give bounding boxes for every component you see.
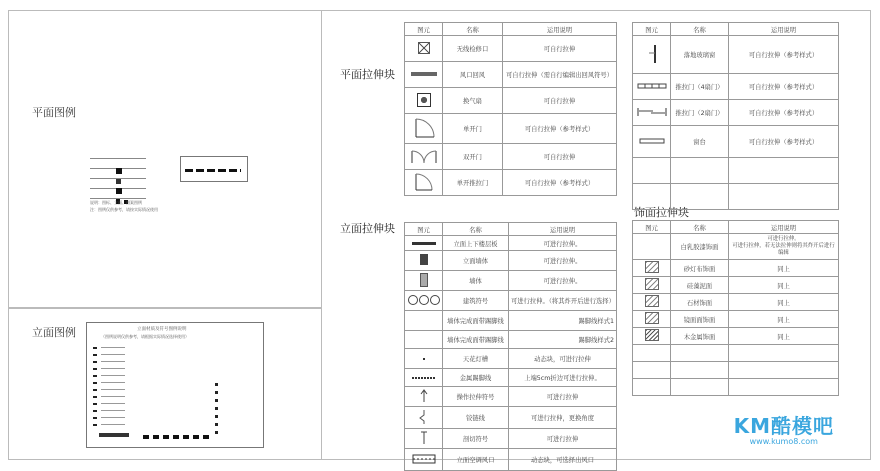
table-row: 窗台 可自行拉伸（参考样式） — [633, 126, 839, 158]
table-row: 落地玻璃窗 可自行拉伸（参考样式） — [633, 36, 839, 74]
table-row: 风口回风 可自行拉伸（需自行编辑出回风符号） — [405, 62, 617, 88]
hinge-icon — [418, 409, 430, 425]
table-row: 墙体完成面带踢脚线 踢脚线样式2 — [405, 331, 617, 349]
circles-icon — [407, 294, 441, 306]
window-icon — [645, 43, 659, 65]
finish-stretch-title: 饰面拉伸块 — [634, 206, 689, 219]
table-row: 推拉门（4扇门） 可自行拉伸（参考样式） — [633, 74, 839, 100]
block-icon — [420, 254, 428, 265]
column-icon — [420, 273, 428, 287]
table-row: 金属踢脚线 上端5cm折边可进行拉伸。 — [405, 369, 617, 387]
table-row — [633, 158, 839, 184]
elevation-box-title: 立面材质及符号图例说明 — [137, 327, 187, 332]
table-row: 立面墙体 可进行拉伸。 — [405, 251, 617, 271]
plan-stretch-table-2: 图元 名称 运用说明 落地玻璃窗 可自行拉伸（参考样式） 推拉门（4扇门） 可自行拉伸（参考样式） 推拉门（2扇门） 可自行拉伸（参考样式） 窗台 可自行拉伸（参考样式） — [632, 22, 839, 210]
table-row — [633, 362, 839, 379]
table-row: 单开门 可自行拉伸（参考样式） — [405, 114, 617, 144]
table-row: 双开门 可自行拉伸 — [405, 144, 617, 170]
table-row: 换气扇 可自行拉伸 — [405, 88, 617, 114]
section-icon — [419, 431, 429, 445]
elevation-box-subtitle: （图例说明仅供参考，请根据实际情况选择使用） — [101, 334, 189, 339]
elevation-legend-title: 立面图例 — [32, 326, 76, 339]
slab-icon — [412, 242, 436, 245]
table-row: 天花灯槽 动态块，可进行拉伸 — [405, 349, 617, 369]
watermark-url: www.kumo8.com — [749, 437, 818, 446]
table-row: 墙体 可进行拉伸。 — [405, 271, 617, 291]
plan-legend-title: 平面图例 — [32, 106, 76, 119]
table-row: 木金属饰面 同上 — [633, 328, 839, 345]
metal-icon — [412, 377, 436, 379]
box-x-icon — [418, 42, 430, 54]
table-row: 剖切符号 可进行拉伸 — [405, 429, 617, 449]
table-row: 立面空调风口 动态块，可选择出风口 — [405, 449, 617, 471]
hatch-icon — [645, 278, 659, 290]
finish-stretch-table: 图元 名称 运用说明 白乳胶漆饰面 可进行拉伸。 可进行拉伸，若无法拉伸则将其炸开后进行编辑 砂灯布饰面 同上 硅藻泥面 同上 石材饰面 同上 镜面面饰面 同上 木金属饰面 同上 — [632, 220, 839, 396]
slide2-icon — [637, 107, 667, 117]
elevation-stretch-title: 立面拉伸块 — [340, 222, 395, 235]
table-row: 建筑符号 可进行拉伸。（将其炸开后进行选择） — [405, 291, 617, 311]
table-row: 镜面面饰面 同上 — [633, 311, 839, 328]
plan-note-1: 说明：图标、立面、图案图例 — [90, 200, 142, 205]
table-row: 无线检修口 可自行拉伸 — [405, 36, 617, 62]
hatch-icon — [645, 295, 659, 307]
table-row — [633, 345, 839, 362]
plan-legend-thumbnail — [86, 156, 256, 216]
table-row: 硅藻泥面 同上 — [633, 277, 839, 294]
table-row — [633, 379, 839, 396]
hatch-icon — [645, 329, 659, 341]
door-pocket-icon — [413, 172, 435, 192]
elevation-legend-thumbnail — [86, 322, 264, 448]
door-single-icon — [413, 117, 435, 139]
elevation-stretch-table: 图元 名称 运用说明 立面上下楼层板 可进行拉伸。 立面墙体 可进行拉伸。 墙体 可进行拉伸。 建筑符号 可进行拉伸。（将其炸开后进行选择） 墙体完成面带踢脚线 踢脚线样式1 墙体完成面带踢脚线 踢脚线样式2 天花灯槽 动态块，可进行拉伸 金属踢脚线 上端5cm折边可进行拉伸。 操作拉伸符号 可进行拉伸 铰链线 可进行拉伸，更换角度 剖切符号 可进行拉伸 立面空调风口 动态块，可选择出风口 — [404, 222, 617, 471]
table-row: 推拉门（2扇门） 可自行拉伸（参考样式） — [633, 100, 839, 126]
door-double-icon — [410, 147, 438, 165]
table-row: 立面上下楼层板 可进行拉伸。 — [405, 236, 617, 251]
dot-icon — [423, 358, 425, 360]
finish-first-note: 可进行拉伸，若无法拉伸则将其炸开后进行编辑 — [732, 243, 835, 256]
table-row: 砂灯布饰面 同上 — [633, 260, 839, 277]
vent-icon — [411, 452, 437, 466]
sill-icon — [638, 136, 666, 146]
table-row: 铰链线 可进行拉伸，更换角度 — [405, 407, 617, 429]
arrow-icon — [419, 389, 429, 403]
table-row: 石材饰面 同上 — [633, 294, 839, 311]
watermark-brand: KM酷模吧 — [733, 414, 834, 438]
watermark-logo — [734, 410, 834, 446]
table-row: 墙体完成面带踢脚线 踢脚线样式1 — [405, 311, 617, 331]
hatch-icon — [645, 261, 659, 273]
plan-stretch-title: 平面拉伸块 — [340, 68, 395, 81]
table-row: 单开推拉门 可自行拉伸（参考样式） — [405, 170, 617, 196]
bar-icon — [411, 72, 437, 76]
header-usage: 运用说明 — [503, 23, 617, 36]
header-symbol: 图元 — [405, 23, 443, 36]
header-name: 名称 — [443, 23, 503, 36]
table-row: 白乳胶漆饰面 可进行拉伸。 可进行拉伸，若无法拉伸则将其炸开后进行编辑 — [633, 234, 839, 260]
hatch-icon — [645, 312, 659, 324]
table-row: 操作拉伸符号 可进行拉伸 — [405, 387, 617, 407]
slide4-icon — [637, 81, 667, 91]
plan-stretch-table — [404, 22, 617, 196]
finish-first-use: 可进行拉伸。 — [767, 236, 800, 242]
plan-note-2: 注：图例仅供参考，请按实际情况使用 — [90, 207, 158, 212]
table-row — [633, 184, 839, 210]
fan-icon — [417, 93, 431, 107]
